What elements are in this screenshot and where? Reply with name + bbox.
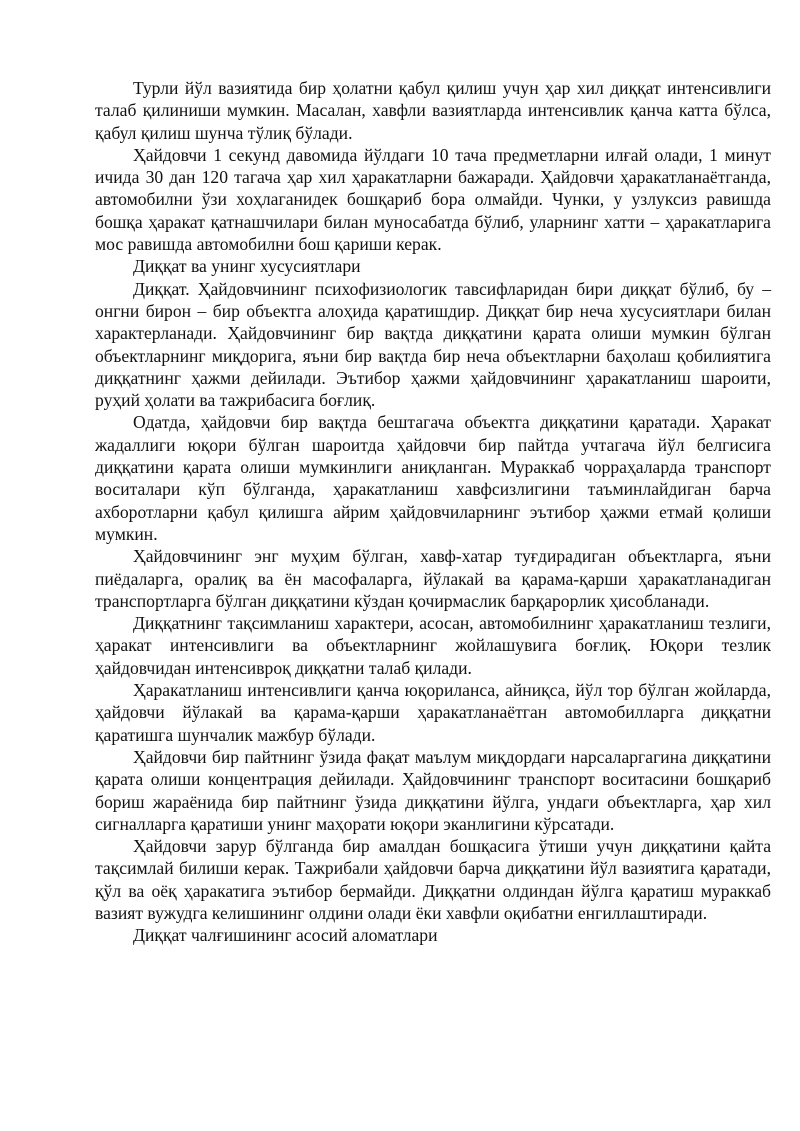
paragraph-attention-definition: Диққат. Ҳайдовчининг психофизиологик тавсифларидан бири диққат бўлиб, бу – онгни бирон – бир объектга алоҳида қаратишдир. Диққат бир неча хусусиятлари билан характерланади. Ҳайдовчининг бир вақтда диққатини қарата олиши мумкин бўлган объектларнинг миқдорига, яъни бир вақтда бир неча объектларни баҳолаш қобилиятига диққатнинг ҳажми дейилади. Эътибор ҳажми ҳайдовчининг ҳаракатланиш шароити, руҳий ҳолати ва тажрибасига боғлиқ. [95, 278, 771, 411]
paragraph-switching: Ҳайдовчи зарур бўлганда бир амалдан бошқасига ўтиши учун диққатини қайта тақсимлай билиши керак. Тажрибали ҳайдовчи барча диққатини йўл вазиятига қаратади, қўл ва оёқ ҳаракатига эътибор бермайди. Диққатни олдиндан йўлга қаратиш мураккаб вазият вужудга келишининг олдини олади ёки хавфли оқибатни енгиллаштиради. [95, 836, 771, 923]
section-heading-attention-properties: Диққат ва унинг хусусиятлари [133, 256, 361, 277]
paragraph-attention-objects: Одатда, ҳайдовчи бир вақтда бештагача объектга диққатини қаратади. Ҳаракат жадаллиги юқори бўлган шароитда ҳайдовчи бир пайтда учтагача йўл белгисига диққатини қарата олиши мумкинлиги аниқланган. Мураккаб чорраҳаларда транспорт воситалари кўп бўлганда, ҳаракатланиш хавфсизлигини таъминлайдиган барча ахборотларни қабул қилишга айрим ҳайдовчиларнинг эътибор ҳажми етмай қолиши мумкин. [95, 412, 771, 544]
paragraph-stability: Ҳайдовчининг энг муҳим бўлган, хавф-хатар туғдирадиган объектларга, яъни пиёдаларга, оралиқ ва ён масофаларга, йўлакай ва қарама-қарши ҳаракатланадиган транспортларга бўлган диққатини кўздан қочирмаслик барқарорлик ҳисобланади. [95, 546, 771, 611]
paragraph-intensity: Турли йўл вазиятида бир ҳолатни қабул қилиш учун ҳар хил диққат интенсивлиги талаб қилиниши мумкин. Масалан, хавфли вазиятларда интенсивлик қанча катта бўлса, қабул қилиш шунча тўлиқ бўлади. [95, 78, 771, 143]
paragraph-distribution: Диққатнинг тақсимланиш характери, асосан, автомобилнинг ҳаракатланиш тезлиги, ҳаракат интенсивлиги ва объектларнинг жойлашувига боғлиқ. Юқори тезлик ҳайдовчидан интенсивроқ диққатни талаб қилади. [95, 613, 771, 678]
document-page [95, 77, 771, 947]
paragraph-concentration: Ҳайдовчи бир пайтнинг ўзида фақат маълум миқдордаги нарсаларгагина диққатини қарата олиши концентрация дейилади. Ҳайдовчининг транспорт воситасини бошқариб бориш жараёнида бир пайтнинг ўзида диққатини йўлга, ундаги объектларга, ҳар хил сигналларга қаратиши унинг маҳорати юқори эканлигини кўрсатади. [95, 746, 771, 834]
paragraph-driver-perception: Ҳайдовчи 1 секунд давомида йўлдаги 10 тача предметларни илғай олади, 1 минут ичида 30 дан 120 тагача ҳар хил ҳаракатларни бажаради. Ҳайдовчи ҳаракатланаётганда, автомобилни ўзи хоҳлаганидек бошқариб бора олмайди. Чунки, у узлуксиз равишда бошқа ҳаракат қатнашчилари билан муносабатда бўлиб, уларнинг хатти – ҳаракатларига мос равишда автомобилни бош қариши керак. [95, 144, 771, 255]
section-heading-distraction-signs: Диққат чалғишининг асосий аломатлари [133, 925, 438, 946]
paragraph-traffic-intensity: Ҳаракатланиш интенсивлиги қанча юқориланса, айниқса, йўл тор бўлган жойларда, ҳайдовчи йўлакай ва қарама-қарши ҳаракатланаётган автомобилларга диққатни қаратишга шунчалик мажбур бўлади. [95, 680, 771, 745]
